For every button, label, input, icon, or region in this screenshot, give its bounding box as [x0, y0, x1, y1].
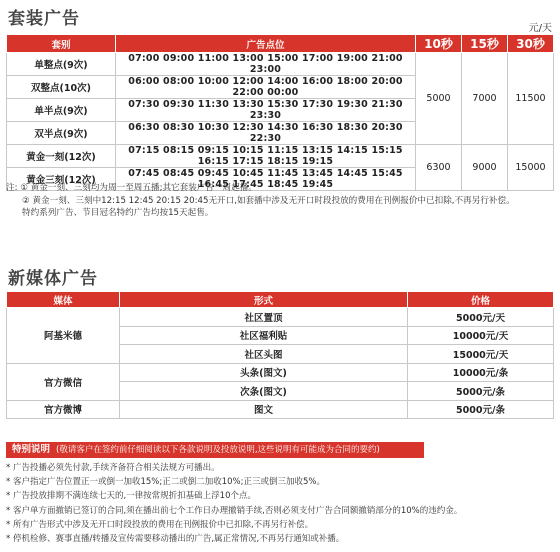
table-row	[7, 363, 554, 382]
package-table	[6, 34, 554, 191]
media-price: 10000元/天	[408, 326, 554, 345]
price-10s: 5000	[416, 53, 462, 145]
special-label: 特别说明	[12, 444, 51, 455]
header-price: 价格	[408, 292, 554, 308]
header-category: 套别	[7, 35, 116, 53]
package-name: 单整点(9次)	[7, 53, 116, 76]
price-10s: 6300	[416, 145, 462, 191]
package-section-title: 套装广告	[8, 9, 80, 29]
package-times: 07:00 09:00 11:00 13:00 15:00 17:00 19:00 21:00 23:00	[116, 53, 416, 76]
media-form: 社区置顶	[120, 308, 408, 327]
media-price: 10000元/条	[408, 363, 554, 382]
package-times: 07:15 08:15 09:15 10:15 11:15 13:15 14:15 15:15 16:15 17:15 18:15 19:15	[116, 145, 416, 168]
package-name: 双整点(10次)	[7, 76, 116, 99]
header-15s: 15秒	[462, 35, 508, 53]
package-notes	[6, 182, 515, 220]
media-name: 官方微信	[7, 363, 120, 400]
package-name: 单半点(9次)	[7, 99, 116, 122]
table-row	[7, 53, 554, 76]
media-price: 5000元/天	[408, 308, 554, 327]
package-times: 06:00 08:00 10:00 12:00 14:00 16:00 18:00 20:00 22:00 00:00	[116, 76, 416, 99]
rule-line: * 所有广告形式中涉及无开口时段投放的费用在刊例报价中已扣除,不再另行补偿。	[6, 519, 314, 530]
header-media: 媒体	[7, 292, 120, 308]
header-10s: 10秒	[416, 35, 462, 53]
media-form: 头条(图文)	[120, 363, 408, 382]
rule-line: * 客户单方面撤销已签订的合同,须在播出前七个工作日办理撤销手续,否则必须支付广告合同额撤销部分的10%的违约金。	[6, 505, 463, 516]
note-line: 特约系列广告、节目冠名特约广告均按15天起售。	[22, 208, 214, 218]
price-unit: 元/天	[528, 23, 552, 34]
special-notice-bar	[6, 442, 424, 458]
rule-line: * 停机检修、赛事直播/转播及宣传需要移动播出的广告,属正常情况,不再另行通知或补播。	[6, 534, 345, 545]
header-form: 形式	[120, 292, 408, 308]
media-form: 社区头图	[120, 345, 408, 364]
media-form: 图文	[120, 400, 408, 419]
media-price: 15000元/天	[408, 345, 554, 364]
newmedia-section-title: 新媒体广告	[8, 269, 98, 289]
table-row	[7, 400, 554, 419]
media-name: 官方微博	[7, 400, 120, 419]
media-name: 阿基米德	[7, 308, 120, 364]
rule-line: * 广告投放排期不满连续七天的,一律按常规折扣基础上浮10个点。	[6, 491, 256, 502]
package-name: 双半点(9次)	[7, 122, 116, 145]
price-15s: 9000	[462, 145, 508, 191]
package-times: 07:45 08:45 09:45 10:45 11:45 13:45 14:45 15:45 16:45 17:45 18:45 19:45	[116, 168, 416, 191]
rule-line: * 广告投播必须先付款,手续齐备符合相关法规方可播出。	[6, 463, 220, 473]
newmedia-table-header	[7, 292, 554, 308]
media-price: 5000元/条	[408, 400, 554, 419]
newmedia-table	[6, 291, 554, 419]
media-price: 5000元/条	[408, 382, 554, 401]
package-times: 07:30 09:30 11:30 13:30 15:30 17:30 19:30 21:30 23:30	[116, 99, 416, 122]
special-rules	[6, 461, 462, 546]
header-slots: 广告点位	[116, 35, 416, 53]
package-table-header	[7, 35, 554, 53]
package-times: 06:30 08:30 10:30 12:30 14:30 16:30 18:30 20:30 22:30	[116, 122, 416, 145]
package-name: 黄金一刻(12次)	[7, 145, 116, 168]
price-30s: 11500	[508, 53, 554, 145]
note-line: ② 黄金一刻、三刻中12:15 12:45 20:15 20:45无开口,如套播中涉及无开口时段投放的费用在刊例报价中已扣除,不再另行补偿。	[22, 195, 515, 206]
package-name: 黄金三刻(12次)	[7, 168, 116, 191]
price-30s: 15000	[508, 145, 554, 191]
header-30s: 30秒	[508, 35, 554, 53]
media-form: 社区福利贴	[120, 326, 408, 345]
media-form: 次条(图文)	[120, 382, 408, 401]
note-line: 注: ① 黄金一刻、三刻均为周一至周五播;其它套装广告一周起播。	[6, 183, 257, 193]
rule-line: * 客户指定广告位置正一或倒一加收15%;正二或倒二加收10%;正三或倒三加收5%。	[6, 477, 325, 488]
table-row	[7, 145, 554, 168]
price-15s: 7000	[462, 53, 508, 145]
table-row	[7, 308, 554, 327]
special-text: (敬请客户在签约前仔细阅读以下各款说明及投放说明,这些说明有可能成为合同的要约)	[56, 445, 380, 455]
